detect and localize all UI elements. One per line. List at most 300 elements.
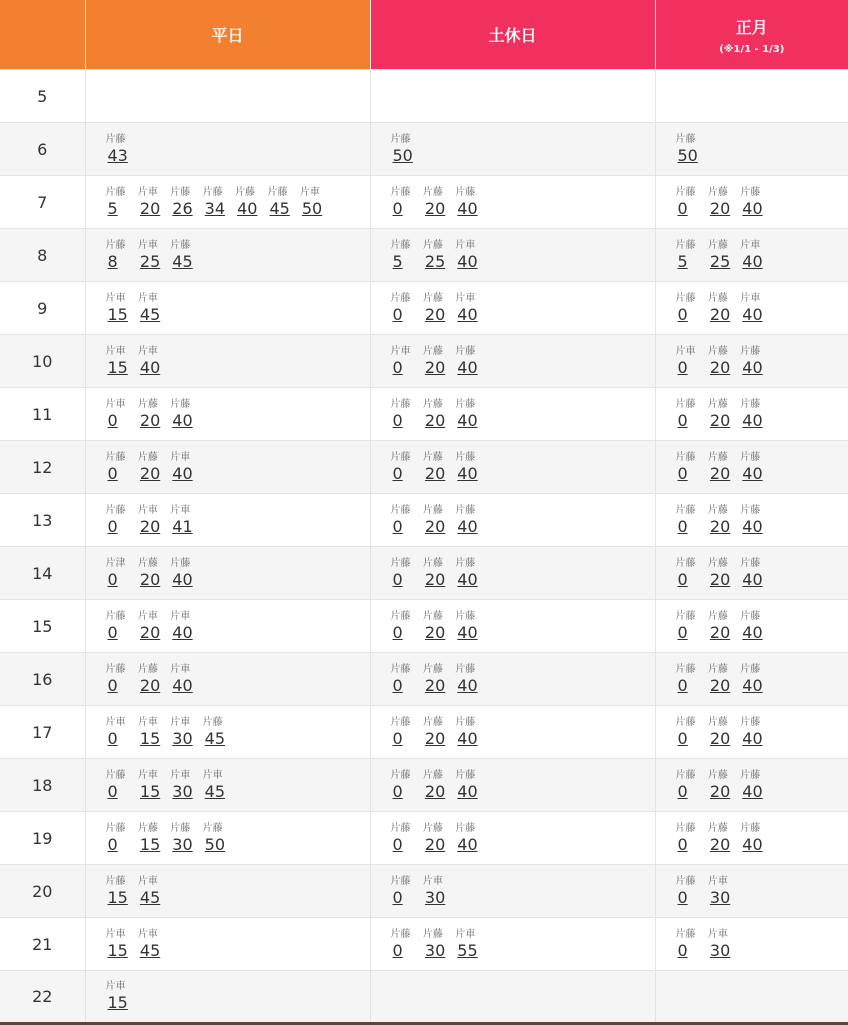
- departure: [106, 980, 138, 1013]
- departure-minute-link[interactable]: 30: [172, 782, 192, 802]
- destination-label: 片車: [138, 186, 170, 199]
- newyear-departures-cell: [655, 600, 848, 653]
- departure-minute-link[interactable]: 45: [205, 782, 225, 802]
- destination-label: 片藤: [423, 345, 455, 358]
- destination-label: 片藤: [455, 186, 487, 199]
- weekday-departures-cell: [85, 547, 370, 600]
- departure-minute-link[interactable]: 40: [172, 570, 192, 590]
- destination-label: 片藤: [423, 769, 455, 782]
- departure: [170, 663, 202, 696]
- departure-minute-link[interactable]: 0: [678, 623, 688, 643]
- departure-minute-link[interactable]: 15: [108, 305, 128, 325]
- weekday-departures-cell: [85, 759, 370, 812]
- destination-label: 片藤: [423, 663, 455, 676]
- departure-minute-link[interactable]: 20: [140, 517, 160, 537]
- departure-minute-link[interactable]: 30: [425, 888, 445, 908]
- departure: [423, 928, 455, 961]
- departure-minute-link[interactable]: 40: [742, 782, 762, 802]
- hour-row: [0, 123, 848, 176]
- departure-minute-link[interactable]: 0: [678, 411, 688, 431]
- departure-minute-link[interactable]: 30: [710, 888, 730, 908]
- destination-label: 片藤: [423, 186, 455, 199]
- newyear-departures-cell: [655, 971, 848, 1024]
- departure-minute-link[interactable]: 40: [742, 729, 762, 749]
- destination-label: 片車: [106, 398, 138, 411]
- departure-minute-link[interactable]: 20: [140, 199, 160, 219]
- departure-minute-link[interactable]: 15: [108, 358, 128, 378]
- departure: [455, 610, 487, 643]
- destination-label: 片藤: [106, 186, 138, 199]
- departure-minute-link[interactable]: 0: [393, 623, 403, 643]
- hour-label: 9: [0, 282, 85, 335]
- weekday-departures-cell: [85, 600, 370, 653]
- departure: [391, 133, 423, 166]
- holiday-departures-cell: [370, 547, 655, 600]
- newyear-departures-cell: [655, 441, 848, 494]
- departure-minute-link[interactable]: 26: [172, 199, 192, 219]
- departure: [455, 398, 487, 431]
- departure: [740, 239, 772, 272]
- newyear-departures-cell: [655, 759, 848, 812]
- departure-minute-link[interactable]: 0: [108, 835, 118, 855]
- departure-minute-link[interactable]: 40: [237, 199, 257, 219]
- departure: [423, 822, 455, 855]
- departure-minute-link[interactable]: 55: [457, 941, 477, 961]
- departure-minute-link[interactable]: 45: [140, 941, 160, 961]
- destination-label: 片藤: [170, 557, 202, 570]
- departure-minute-link[interactable]: 40: [457, 305, 477, 325]
- newyear-departures-cell: [655, 706, 848, 759]
- hour-row: [0, 494, 848, 547]
- departure-minute-link[interactable]: 43: [108, 146, 128, 166]
- departure-minute-link[interactable]: 40: [140, 358, 160, 378]
- departure: [106, 239, 138, 272]
- departure: [138, 822, 170, 855]
- departure-minute-link[interactable]: 30: [425, 941, 445, 961]
- departure-minute-link[interactable]: 15: [140, 782, 160, 802]
- departure-minute-link[interactable]: 20: [710, 305, 730, 325]
- departure-minute-link[interactable]: 40: [457, 676, 477, 696]
- newyear-departures-cell: [655, 494, 848, 547]
- departure: [170, 557, 202, 590]
- departure-minute-link[interactable]: 0: [393, 835, 403, 855]
- departure-minute-link[interactable]: 20: [425, 411, 445, 431]
- departure: [423, 186, 455, 219]
- destination-label: 片藤: [676, 875, 708, 888]
- holiday-departures-cell: [370, 494, 655, 547]
- departure-minute-link[interactable]: 40: [742, 358, 762, 378]
- departure-minute-link[interactable]: 20: [140, 676, 160, 696]
- departure-minute-link[interactable]: 20: [710, 358, 730, 378]
- destination-label: 片藤: [676, 610, 708, 623]
- departure: [170, 398, 202, 431]
- departure-minute-link[interactable]: 0: [678, 888, 688, 908]
- departure-minute-link[interactable]: 20: [710, 835, 730, 855]
- destination-label: 片藤: [391, 239, 423, 252]
- departure: [676, 557, 708, 590]
- departure: [708, 504, 740, 537]
- departure-minute-link[interactable]: 50: [678, 146, 698, 166]
- departure-minute-link[interactable]: 0: [393, 888, 403, 908]
- departure-minute-link[interactable]: 20: [710, 623, 730, 643]
- departure-minute-link[interactable]: 40: [457, 729, 477, 749]
- departure-minute-link[interactable]: 0: [678, 782, 688, 802]
- departure-minute-link[interactable]: 25: [710, 252, 730, 272]
- departure-minute-link[interactable]: 0: [678, 464, 688, 484]
- departure-minute-link[interactable]: 0: [108, 517, 118, 537]
- hour-row: [0, 812, 848, 865]
- departure: [391, 292, 423, 325]
- departure-minute-link[interactable]: 0: [108, 464, 118, 484]
- destination-label: 片藤: [391, 451, 423, 464]
- destination-label: 片藤: [423, 239, 455, 252]
- departure-minute-link[interactable]: 20: [140, 464, 160, 484]
- departure-minute-link[interactable]: 20: [710, 570, 730, 590]
- departure-minute-link[interactable]: 20: [425, 517, 445, 537]
- departure-minute-link[interactable]: 40: [457, 252, 477, 272]
- destination-label: 片藤: [455, 398, 487, 411]
- departure-minute-link[interactable]: 20: [710, 729, 730, 749]
- departure: [708, 451, 740, 484]
- newyear-departures-cell: [655, 176, 848, 229]
- destination-label: 片車: [455, 928, 487, 941]
- departure-minute-link[interactable]: 40: [457, 835, 477, 855]
- departure-minute-link[interactable]: 50: [302, 199, 322, 219]
- departure-minute-link[interactable]: 20: [425, 729, 445, 749]
- destination-label: 片藤: [106, 822, 138, 835]
- departure-minute-link[interactable]: 0: [678, 729, 688, 749]
- departure-minute-link[interactable]: 40: [457, 782, 477, 802]
- departure-minute-link[interactable]: 30: [172, 835, 192, 855]
- weekday-departures-cell: [85, 441, 370, 494]
- departure-minute-link[interactable]: 0: [678, 676, 688, 696]
- destination-label: 片藤: [455, 557, 487, 570]
- departure-minute-link[interactable]: 40: [742, 835, 762, 855]
- departure-minute-link[interactable]: 0: [108, 676, 118, 696]
- hour-label: 15: [0, 600, 85, 653]
- departure: [708, 186, 740, 219]
- hour-row: [0, 229, 848, 282]
- departure-minute-link[interactable]: 40: [742, 570, 762, 590]
- departure: [676, 239, 708, 272]
- departure-minute-link[interactable]: 40: [457, 411, 477, 431]
- destination-label: 片車: [170, 716, 202, 729]
- holiday-departures-cell: [370, 229, 655, 282]
- destination-label: 片車: [138, 292, 170, 305]
- departure: [138, 186, 170, 219]
- destination-label: 片藤: [676, 239, 708, 252]
- departure-minute-link[interactable]: 40: [742, 676, 762, 696]
- departure: [676, 345, 708, 378]
- departure-minute-link[interactable]: 15: [140, 835, 160, 855]
- departure-minute-link[interactable]: 20: [140, 623, 160, 643]
- departure-minute-link[interactable]: 5: [108, 199, 118, 219]
- destination-label: 片藤: [138, 557, 170, 570]
- destination-label: 片藤: [708, 822, 740, 835]
- departure-minute-link[interactable]: 0: [393, 358, 403, 378]
- departure: [708, 928, 740, 961]
- destination-label: 片藤: [455, 610, 487, 623]
- departure-minute-link[interactable]: 20: [140, 411, 160, 431]
- departure-minute-link[interactable]: 40: [742, 411, 762, 431]
- destination-label: 片車: [138, 610, 170, 623]
- departure-minute-link[interactable]: 45: [269, 199, 289, 219]
- departure: [676, 133, 708, 166]
- hour-row: [0, 865, 848, 918]
- departure-minute-link[interactable]: 25: [425, 252, 445, 272]
- departure-minute-link[interactable]: 0: [393, 676, 403, 696]
- departure-minute-link[interactable]: 0: [678, 305, 688, 325]
- departure-minute-link[interactable]: 0: [108, 570, 118, 590]
- hour-row: [0, 388, 848, 441]
- departure-minute-link[interactable]: 20: [425, 835, 445, 855]
- departure-minute-link[interactable]: 0: [678, 570, 688, 590]
- destination-label: 片藤: [676, 822, 708, 835]
- departure-minute-link[interactable]: 30: [710, 941, 730, 961]
- destination-label: 片藤: [708, 610, 740, 623]
- departure-minute-link[interactable]: 40: [742, 199, 762, 219]
- departure: [138, 663, 170, 696]
- destination-label: 片車: [170, 769, 202, 782]
- departure: [106, 610, 138, 643]
- departure-minute-link[interactable]: 0: [393, 305, 403, 325]
- hour-row: [0, 653, 848, 706]
- destination-label: 片藤: [423, 928, 455, 941]
- departure: [170, 716, 202, 749]
- departure-minute-link[interactable]: 50: [205, 835, 225, 855]
- departure-minute-link[interactable]: 40: [172, 676, 192, 696]
- destination-label: 片藤: [455, 663, 487, 676]
- newyear-departures-cell: [655, 918, 848, 971]
- departure: [106, 822, 138, 855]
- departure-minute-link[interactable]: 20: [425, 676, 445, 696]
- departure-minute-link[interactable]: 0: [108, 623, 118, 643]
- timetable-header: [0, 0, 848, 70]
- destination-label: 片藤: [740, 822, 772, 835]
- departure-minute-link[interactable]: 0: [108, 729, 118, 749]
- departure-minute-link[interactable]: 45: [205, 729, 225, 749]
- departure-minute-link[interactable]: 40: [742, 252, 762, 272]
- departure-minute-link[interactable]: 0: [393, 729, 403, 749]
- departure-minute-link[interactable]: 40: [457, 570, 477, 590]
- destination-label: 片藤: [708, 186, 740, 199]
- departure: [423, 663, 455, 696]
- departure-minute-link[interactable]: 0: [393, 199, 403, 219]
- departure-minute-link[interactable]: 40: [457, 623, 477, 643]
- destination-label: 片藤: [740, 451, 772, 464]
- destination-label: 片藤: [203, 822, 235, 835]
- departure-minute-link[interactable]: 5: [393, 252, 403, 272]
- departure: [391, 769, 423, 802]
- destination-label: 片藤: [267, 186, 299, 199]
- departure: [423, 610, 455, 643]
- departure: [708, 292, 740, 325]
- departure-minute-link[interactable]: 0: [393, 941, 403, 961]
- departure-minute-link[interactable]: 41: [172, 517, 192, 537]
- departure-minute-link[interactable]: 15: [108, 993, 128, 1013]
- holiday-departures-cell: [370, 653, 655, 706]
- departure-minute-link[interactable]: 20: [710, 464, 730, 484]
- departure-minute-link[interactable]: 40: [457, 464, 477, 484]
- departure-minute-link[interactable]: 40: [172, 411, 192, 431]
- departure: [138, 292, 170, 325]
- destination-label: 片車: [708, 928, 740, 941]
- destination-label: 片藤: [106, 663, 138, 676]
- destination-label: 片藤: [423, 822, 455, 835]
- departure: [740, 398, 772, 431]
- departure-minute-link[interactable]: 0: [393, 570, 403, 590]
- departure: [170, 610, 202, 643]
- destination-label: 片藤: [138, 663, 170, 676]
- departure-minute-link[interactable]: 0: [393, 464, 403, 484]
- hour-label: 14: [0, 547, 85, 600]
- departure-minute-link[interactable]: 40: [742, 464, 762, 484]
- holiday-departures-cell: [370, 123, 655, 176]
- holiday-departures-cell: [370, 335, 655, 388]
- destination-label: 片藤: [708, 663, 740, 676]
- departure-minute-link[interactable]: 50: [393, 146, 413, 166]
- departure: [138, 610, 170, 643]
- departure-minute-link[interactable]: 0: [678, 835, 688, 855]
- departure-minute-link[interactable]: 40: [457, 199, 477, 219]
- departure: [203, 822, 235, 855]
- departure-minute-link[interactable]: 20: [425, 623, 445, 643]
- departure-minute-link[interactable]: 0: [678, 517, 688, 537]
- departure-minute-link[interactable]: 25: [140, 252, 160, 272]
- destination-label: 片藤: [676, 186, 708, 199]
- departure-minute-link[interactable]: 20: [425, 570, 445, 590]
- hour-row: [0, 706, 848, 759]
- departure-minute-link[interactable]: 45: [140, 888, 160, 908]
- departure-minute-link[interactable]: 0: [678, 358, 688, 378]
- departure-minute-link[interactable]: 15: [108, 941, 128, 961]
- holiday-departures-cell: [370, 441, 655, 494]
- departure-minute-link[interactable]: 45: [172, 252, 192, 272]
- departure-minute-link[interactable]: 30: [172, 729, 192, 749]
- destination-label: 片藤: [391, 133, 423, 146]
- departure: [740, 610, 772, 643]
- departure-minute-link[interactable]: 0: [108, 411, 118, 431]
- departure-minute-link[interactable]: 0: [678, 199, 688, 219]
- hour-row: [0, 441, 848, 494]
- departure-minute-link[interactable]: 20: [710, 676, 730, 696]
- destination-label: 片車: [455, 239, 487, 252]
- hour-row: [0, 335, 848, 388]
- departure: [106, 398, 138, 431]
- departure: [455, 504, 487, 537]
- departure-minute-link[interactable]: 0: [678, 941, 688, 961]
- departure: [423, 345, 455, 378]
- destination-label: 片車: [138, 504, 170, 517]
- departure: [106, 716, 138, 749]
- departure-minute-link[interactable]: 40: [457, 517, 477, 537]
- departure: [455, 663, 487, 696]
- departure: [676, 451, 708, 484]
- hour-row: [0, 600, 848, 653]
- departure: [676, 663, 708, 696]
- departure: [391, 239, 423, 272]
- departure-minute-link[interactable]: 5: [678, 252, 688, 272]
- departure-minute-link[interactable]: 40: [742, 517, 762, 537]
- destination-label: 片車: [106, 928, 138, 941]
- weekday-departures-cell: [85, 282, 370, 335]
- departure-minute-link[interactable]: 15: [108, 888, 128, 908]
- departure-minute-link[interactable]: 20: [425, 782, 445, 802]
- departure-minute-link[interactable]: 40: [742, 305, 762, 325]
- departure: [676, 716, 708, 749]
- departure-minute-link[interactable]: 20: [425, 199, 445, 219]
- departure: [203, 186, 235, 219]
- destination-label: 片車: [138, 769, 170, 782]
- newyear-departures-cell: [655, 865, 848, 918]
- destination-label: 片藤: [676, 928, 708, 941]
- departure: [170, 504, 202, 537]
- destination-label: 片藤: [740, 716, 772, 729]
- holiday-departures-cell: [370, 600, 655, 653]
- departure: [300, 186, 332, 219]
- holiday-departures-cell: [370, 388, 655, 441]
- destination-label: 片藤: [391, 186, 423, 199]
- departure-minute-link[interactable]: 0: [108, 782, 118, 802]
- departure: [708, 769, 740, 802]
- departure: [455, 345, 487, 378]
- departure: [391, 822, 423, 855]
- departure-minute-link[interactable]: 15: [140, 729, 160, 749]
- departure-minute-link[interactable]: 0: [393, 411, 403, 431]
- destination-label: 片藤: [138, 398, 170, 411]
- departure-minute-link[interactable]: 0: [393, 782, 403, 802]
- departure-minute-link[interactable]: 20: [710, 782, 730, 802]
- departure-minute-link[interactable]: 45: [140, 305, 160, 325]
- departure: [708, 875, 740, 908]
- departure-minute-link[interactable]: 40: [172, 464, 192, 484]
- destination-label: 片藤: [391, 557, 423, 570]
- holiday-departures-cell: [370, 706, 655, 759]
- departure-minute-link[interactable]: 20: [140, 570, 160, 590]
- weekday-column-header: [85, 0, 370, 70]
- departure-minute-link[interactable]: 40: [742, 623, 762, 643]
- newyear-departures-cell: [655, 812, 848, 865]
- weekday-departures-cell: [85, 176, 370, 229]
- destination-label: 片藤: [676, 504, 708, 517]
- departure-minute-link[interactable]: 20: [710, 199, 730, 219]
- departure-minute-link[interactable]: 40: [172, 623, 192, 643]
- departure-minute-link[interactable]: 20: [425, 358, 445, 378]
- holiday-departures-cell: [370, 812, 655, 865]
- departure: [676, 769, 708, 802]
- departure: [676, 822, 708, 855]
- departure-minute-link[interactable]: 20: [425, 305, 445, 325]
- departure: [423, 875, 455, 908]
- departure-minute-link[interactable]: 20: [710, 517, 730, 537]
- departure-minute-link[interactable]: 20: [425, 464, 445, 484]
- departure-minute-link[interactable]: 20: [710, 411, 730, 431]
- hour-label: 18: [0, 759, 85, 812]
- departure: [138, 451, 170, 484]
- departure-minute-link[interactable]: 34: [205, 199, 225, 219]
- destination-label: 片車: [106, 345, 138, 358]
- destination-label: 片車: [391, 345, 423, 358]
- destination-label: 片藤: [455, 822, 487, 835]
- departure-minute-link[interactable]: 0: [393, 517, 403, 537]
- departure-minute-link[interactable]: 8: [108, 252, 118, 272]
- departure: [267, 186, 299, 219]
- departure: [235, 186, 267, 219]
- hour-label: 10: [0, 335, 85, 388]
- destination-label: 片藤: [708, 398, 740, 411]
- hour-label: 5: [0, 70, 85, 123]
- departure-minute-link[interactable]: 40: [457, 358, 477, 378]
